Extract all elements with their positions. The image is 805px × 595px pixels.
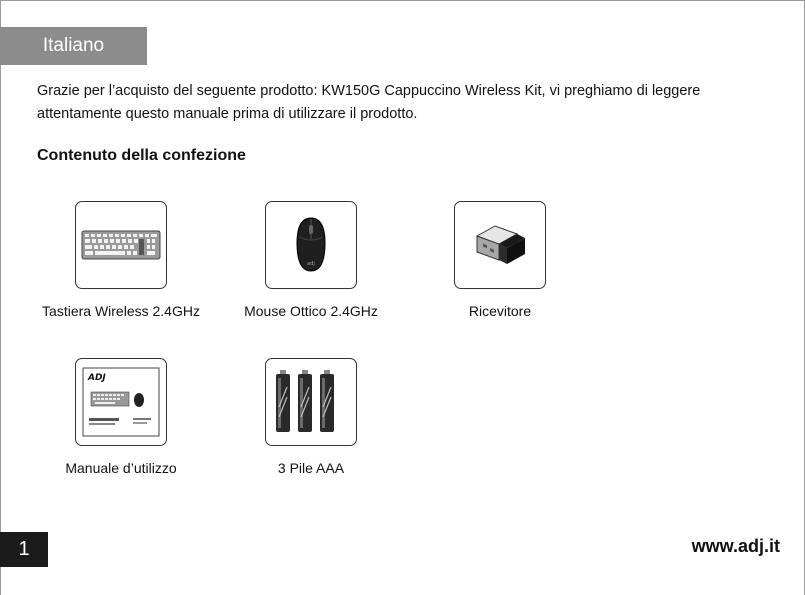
usb-receiver-icon xyxy=(473,222,527,268)
receiver-image-frame xyxy=(454,201,546,289)
mouse-icon xyxy=(291,215,331,275)
page-frame-top xyxy=(0,0,805,1)
package-item-keyboard xyxy=(21,201,221,319)
page-frame-left xyxy=(0,0,1,595)
item-caption: Tastiera Wireless 2.4GHz xyxy=(42,303,200,319)
manual-image-frame xyxy=(75,358,167,446)
intro-paragraph: Grazie per l’acquisto del seguente prodotto: KW150G Cappuccino Wireless Kit, vi preghiamo di leggere attentamente questo manuale prima di utilizzare il prodotto. xyxy=(37,83,701,122)
manual-brand: ADJ xyxy=(88,373,106,383)
page-number: 1 xyxy=(0,532,48,567)
package-item-mouse xyxy=(211,201,411,319)
manual-icon xyxy=(81,366,161,438)
section-title: Contenuto della confezione xyxy=(37,147,246,164)
mouse-image-frame xyxy=(265,201,357,289)
package-item-manual xyxy=(21,358,221,476)
package-item-batteries xyxy=(211,358,411,476)
language-tab: Italiano xyxy=(0,27,147,65)
batteries-icon xyxy=(273,369,349,435)
batteries-image-frame xyxy=(265,358,357,446)
item-caption: Mouse Ottico 2.4GHz xyxy=(244,303,378,319)
keyboard-icon xyxy=(81,230,161,260)
package-item-receiver xyxy=(400,201,600,319)
svg-text:adj: adj xyxy=(307,261,315,267)
item-caption: Ricevitore xyxy=(468,303,532,319)
keyboard-image-frame xyxy=(75,201,167,289)
item-caption: 3 Pile AAA xyxy=(277,460,345,476)
item-caption: Manuale d’utilizzo xyxy=(65,460,177,476)
website-url[interactable]: www.adj.it xyxy=(691,536,780,556)
